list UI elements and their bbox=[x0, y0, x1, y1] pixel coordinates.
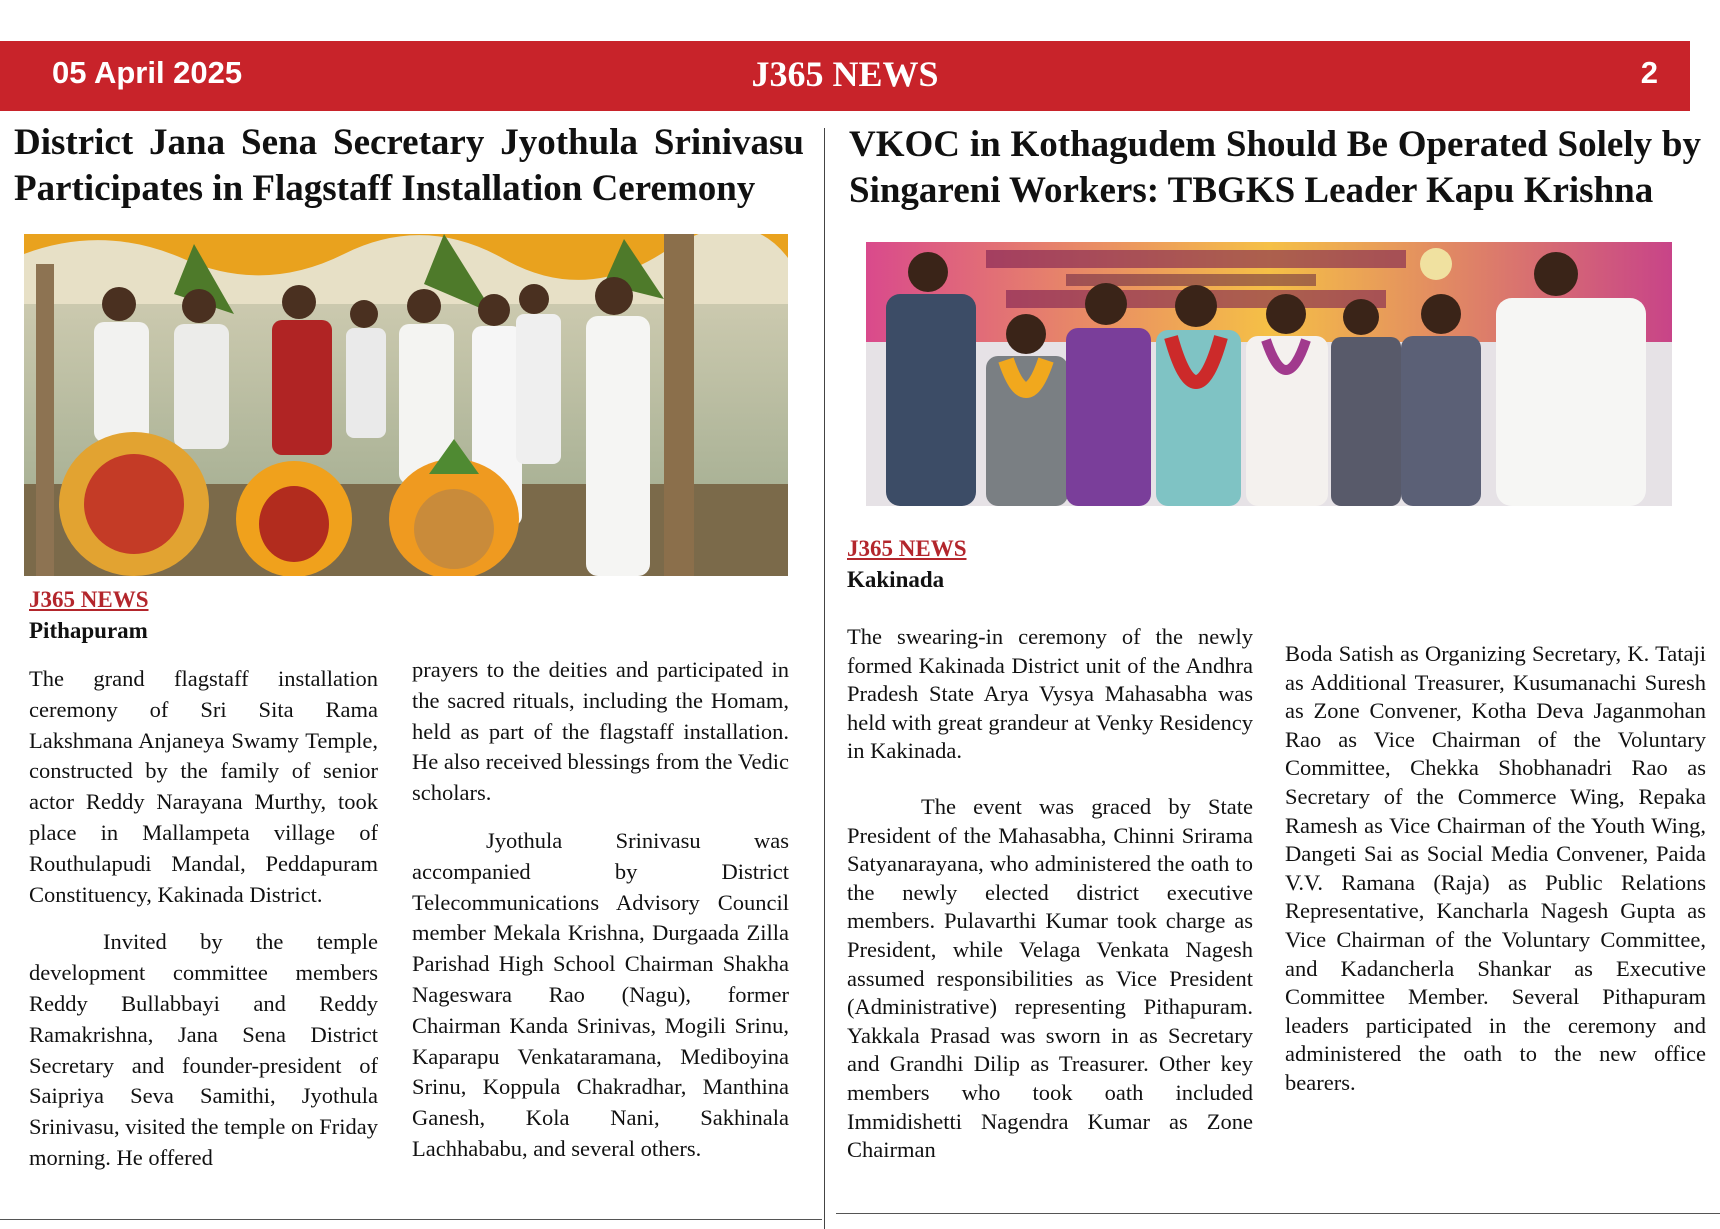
page-number: 2 bbox=[1640, 55, 1658, 90]
left-article-column-1 bbox=[29, 664, 378, 1174]
paragraph: The grand flagstaff installation ceremony of Sri Sita Rama Lakshmana Anjaneya Swamy Temple, constructed by the family of senior actor Reddy Narayana Murthy, took place in Mallampeta village of Routhulapudi Mandal, Peddapuram Constituency, Kakinada District. bbox=[29, 666, 378, 907]
paragraph: prayers to the deities and participated in the sacred rituals, including the Homam, held as part of the flagstaff installation. He also received blessings from the Vedic scholars. bbox=[412, 657, 789, 806]
left-article-source[interactable]: J365 NEWS bbox=[29, 587, 149, 612]
column-divider bbox=[824, 128, 825, 1229]
paragraph: Boda Satish as Organizing Secretary, K. Tataji as Additional Treasurer, Kusumanachi Suresh as Zone Convener, Kotha Deva Jaganmohan Rao as Vice Chairman of the Voluntary Committee, Chekka Shobhanadri Rao as Secretary of the Commerce Wing, Repaka Ramesh as Vice Chairman of the Youth Wing, Dangeti Sai as Social Media Convener, Paida V.V. Ramana (Raja) as Public Relations Representative, Kancharla Nagesh Gupta as Vice Chairman of the Voluntary Committee, and Kadancherla Shankar as Executive Committee Member. Several Pithapuram leaders participated in the ceremony and administered the oath to the new office bearers. bbox=[1285, 641, 1706, 1095]
masthead-bar bbox=[0, 41, 1690, 111]
issue-date: 05 April 2025 bbox=[52, 55, 243, 90]
right-article-column-2 bbox=[1285, 640, 1706, 1098]
temple-ceremony-photo bbox=[24, 234, 788, 576]
paragraph: Invited by the temple development committee members Reddy Bullabbayi and Reddy Ramakrishna, Jana Sena District Secretary and founder-president of Saipriya Seva Samithi, Jyothula Srinivasu, visited the temple on Friday morning. He offered bbox=[29, 929, 378, 1170]
swearing-in-group-photo bbox=[866, 242, 1672, 506]
right-article-column-1 bbox=[847, 623, 1253, 1165]
bottom-rule-left bbox=[0, 1219, 822, 1220]
paragraph: The swearing-in ceremony of the newly formed Kakinada District unit of the Andhra Pradesh State Arya Vysya Mahasabha was held with great grandeur at Venky Residency in Kakinada. bbox=[847, 624, 1253, 764]
left-article-headline[interactable]: District Jana Sena Secretary Jyothula Srinivasu Participates in Flagstaff Installation Ceremony bbox=[14, 122, 804, 209]
paragraph: Jyothula Srinivasu was accompanied by District Telecommunications Advisory Council member Mekala Krishna, Durgaada Zilla Parishad High School Chairman Shakha Nageswara Rao (Nagu), former Chairman Kanda Srinivas, Mogili Srinu, Kaparapu Venkataramana, Mediboyina Srinu, Koppula Chakradhar, Manthina Ganesh, Kola Nani, Sakhinala Lachhababu, and several others. bbox=[412, 827, 789, 1161]
right-article-location: Kakinada bbox=[847, 567, 945, 592]
paragraph: The event was graced by State President of the Mahasabha, Chinni Srirama Satyanarayana, who administered the oath to the newly elected district executive members. Pulavarthi Kumar took charge as President, while Velaga Venkata Nagesh assumed responsibilities as Vice President (Administrative) representing Pithapuram. Yakkala Prasad was sworn in as Secretary and Grandhi Dilip as Treasurer. Other key members who took oath included Immidishetti Nagendra Kumar as Zone Chairman bbox=[847, 793, 1253, 1163]
left-article-photo bbox=[24, 234, 788, 576]
right-article-source[interactable]: J365 NEWS bbox=[847, 536, 967, 561]
right-article-headline[interactable]: VKOC in Kothagudem Should Be Operated Solely by Singareni Workers: TBGKS Leader Kapu Krishna bbox=[849, 124, 1701, 211]
left-article-column-2 bbox=[412, 655, 789, 1165]
publication-title: J365 NEWS bbox=[751, 54, 939, 94]
bottom-rule-right bbox=[836, 1213, 1720, 1214]
right-article-photo bbox=[866, 242, 1672, 506]
left-article-location: Pithapuram bbox=[29, 618, 148, 643]
